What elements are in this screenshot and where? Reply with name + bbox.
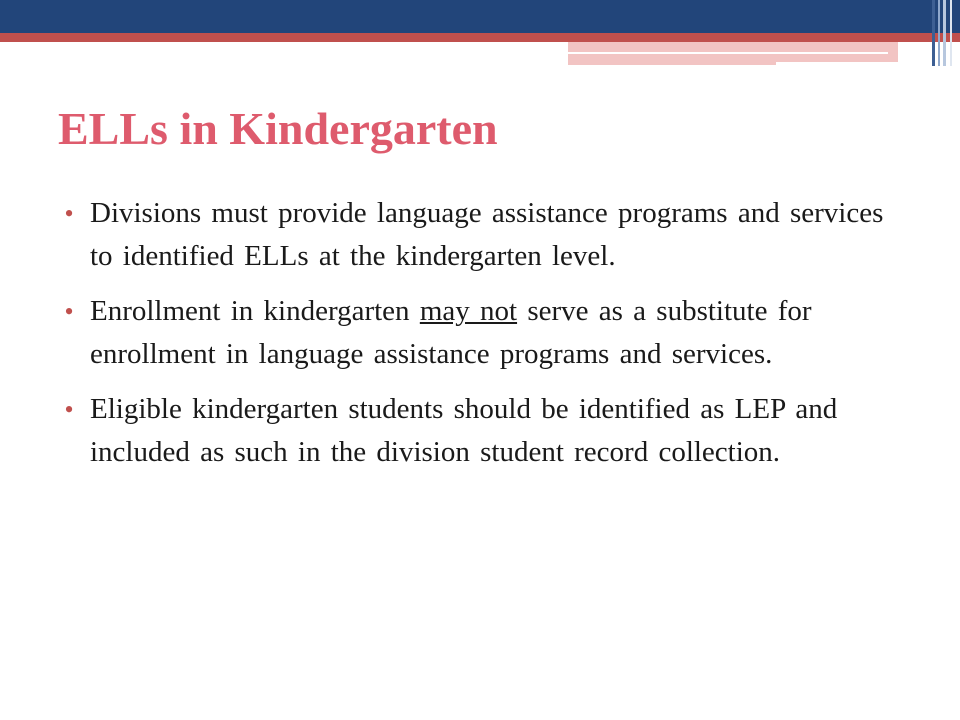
bullet-text-start: Enrollment in kindergarten (90, 295, 420, 327)
header-band-red (0, 33, 960, 42)
header-stripe (938, 0, 940, 66)
bullet-item (58, 290, 908, 376)
bullet-text: Eligible kindergarten students should be identified as LEP and included as such in the division student record collection. (90, 393, 838, 468)
bullet-text: Divisions must provide language assistance programs and services to identified ELLs at the kindergarten level. (90, 197, 884, 272)
bullet-text-underlined: may not (419, 295, 518, 327)
header-band-blue (0, 0, 960, 33)
bullet-dot-icon: • (64, 199, 74, 228)
header-band-pink-lower (568, 62, 776, 65)
slide-title: ELLs in Kindergarten (58, 103, 498, 154)
bullet-dot-icon: • (64, 297, 74, 326)
bullet-dot-icon: • (64, 395, 74, 424)
header-stripe (943, 0, 946, 66)
bullet-item (58, 388, 908, 474)
bullet-list (58, 192, 908, 486)
bullet-text-end: serve as a substitute for enrollment in language assistance programs and services. (90, 295, 812, 370)
header-band-divider (568, 52, 888, 54)
header-stripe (932, 0, 935, 66)
bullet-item (58, 192, 908, 278)
header-stripe (950, 0, 952, 66)
